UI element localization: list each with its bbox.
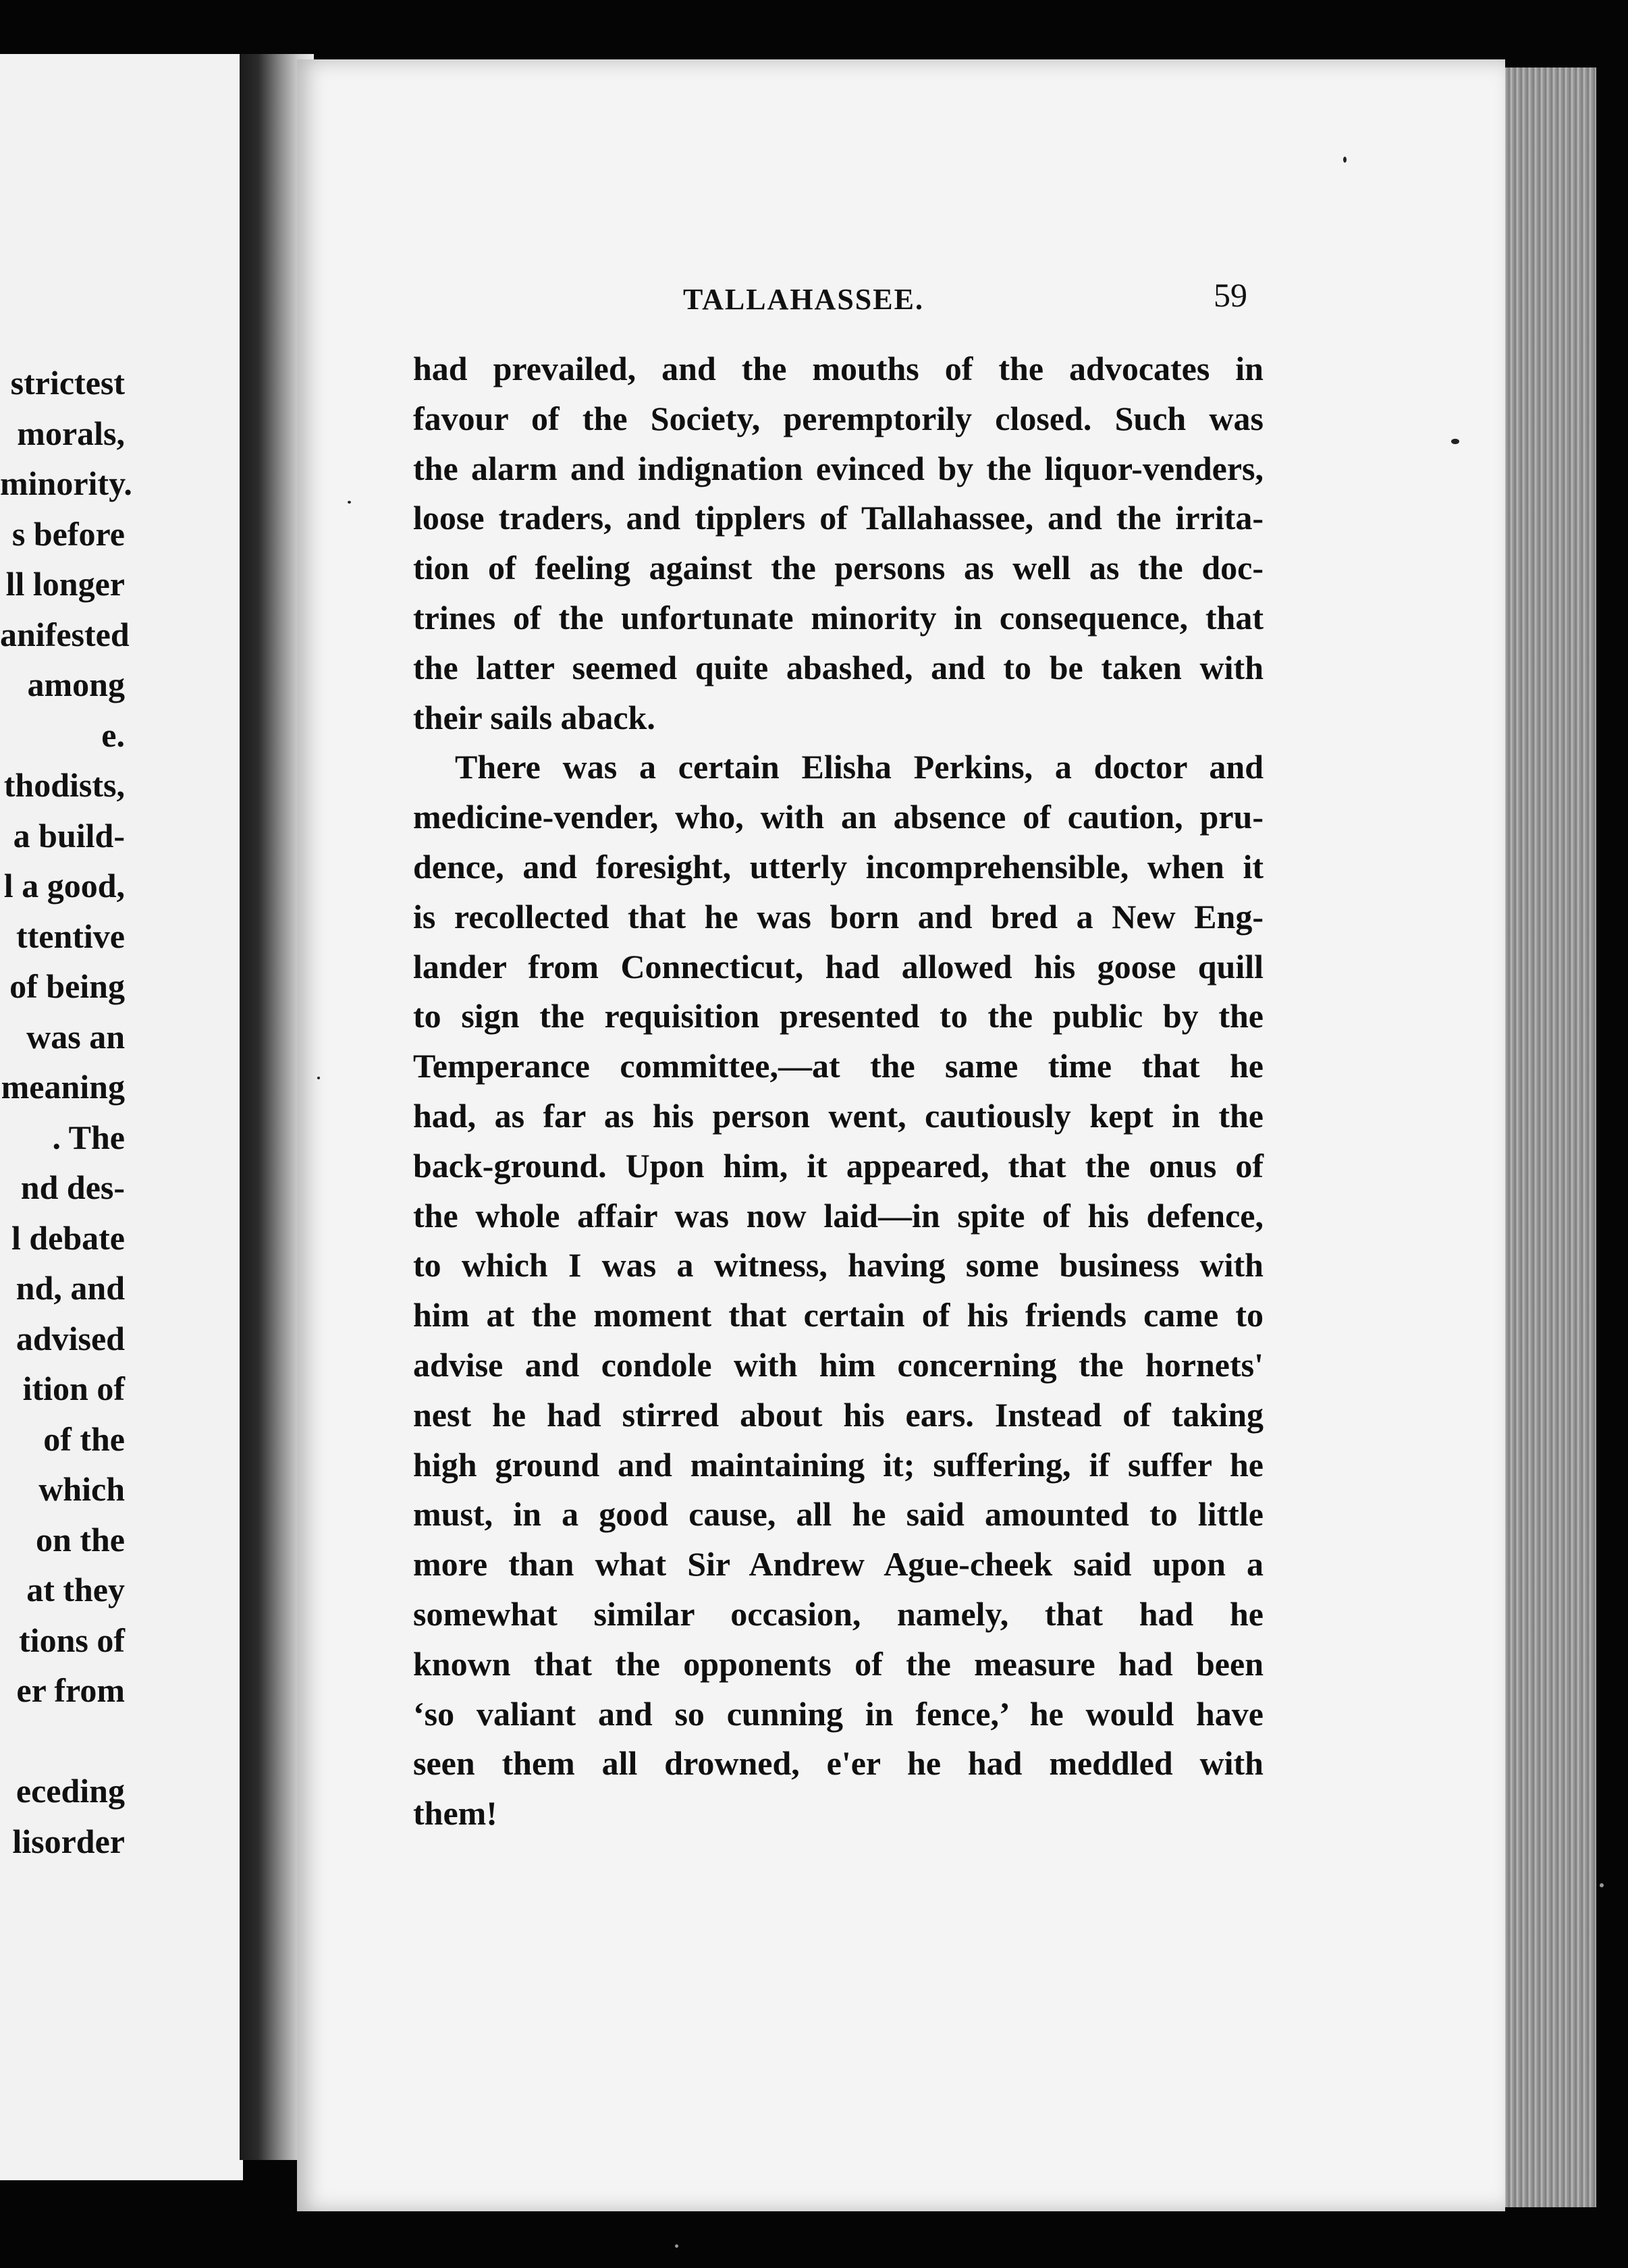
text-line: the whole affair was now laid—in spite of his defence, xyxy=(413,1196,1264,1235)
text-line: to which I was a witness, having some business with xyxy=(413,1246,1264,1285)
scan-speck xyxy=(1600,1883,1604,1887)
left-page-line: nd des- xyxy=(20,1168,125,1206)
text-line: Temperance committee,—at the same time that he xyxy=(413,1047,1264,1085)
text-line: the alarm and indignation evinced by the liquor-venders, xyxy=(413,449,1264,487)
left-page-line: e. xyxy=(101,716,125,754)
left-page-line: of being xyxy=(9,967,125,1005)
left-page-line: l a good, xyxy=(3,867,125,905)
left-page-line: ttentive xyxy=(16,917,125,955)
left-page-line: of the xyxy=(43,1420,125,1458)
left-page-line: tions of xyxy=(19,1621,125,1659)
left-page-line: thodists, xyxy=(3,766,125,804)
page-number: 59 xyxy=(1214,276,1247,314)
text-line: seen them all drowned, e'er he had meddled with xyxy=(413,1744,1264,1783)
left-page-line: was an xyxy=(26,1017,125,1056)
left-page-line: meaning xyxy=(1,1068,125,1106)
body-text xyxy=(413,344,1264,1839)
text-line: known that the opponents of the measure had been xyxy=(413,1644,1264,1683)
left-page-line: s before xyxy=(11,514,125,553)
text-line: their sails aback. xyxy=(413,698,655,736)
left-page-text xyxy=(0,358,243,1866)
text-line: medicine-vender, who, with an absence of caution, pru- xyxy=(413,798,1264,836)
page-edges xyxy=(1495,68,1596,2207)
scan-speck xyxy=(1451,439,1459,444)
left-page-line: on the xyxy=(36,1520,125,1559)
scan-speck xyxy=(675,2244,678,2248)
scan-speck xyxy=(1343,157,1347,163)
text-line: him at the moment that certain of his friends came to xyxy=(413,1296,1264,1334)
left-page-line: morals, xyxy=(17,414,125,452)
left-page-line: advised xyxy=(16,1319,125,1357)
text-line: advise and condole with him concerning the hornets' xyxy=(413,1345,1264,1384)
left-page-line: lisorder xyxy=(12,1822,125,1860)
left-page-line: eceding xyxy=(16,1772,125,1810)
text-line: had, as far as his person went, cautiously kept in the xyxy=(413,1096,1264,1135)
text-line: somewhat similar occasion, namely, that had he xyxy=(413,1594,1264,1633)
text-line: high ground and maintaining it; suffering, if suffer he xyxy=(413,1445,1264,1484)
left-page-line: ition of xyxy=(22,1370,125,1407)
text-line: ‘so valiant and so cunning in fence,’ he would have xyxy=(413,1694,1264,1733)
text-line: had prevailed, and the mouths of the advocates in xyxy=(413,350,1264,387)
left-page-line: l debate xyxy=(11,1218,125,1257)
left-page-line: er from xyxy=(16,1671,125,1709)
left-page xyxy=(0,54,243,2180)
left-page-line: strictest xyxy=(10,364,125,402)
left-page-line: . The xyxy=(52,1118,125,1156)
text-line: is recollected that he was born and bred a New Eng- xyxy=(413,897,1264,936)
left-page-line: anifested xyxy=(0,615,130,653)
text-line: dence, and foresight, utterly incomprehensible, when it xyxy=(413,847,1264,886)
text-line: back-ground. Upon him, it appeared, that the onus of xyxy=(413,1146,1264,1185)
text-line: to sign the requisition presented to the public by the xyxy=(413,997,1264,1035)
running-head: TALLAHASSEE. xyxy=(683,283,924,316)
scan-speck xyxy=(317,1077,320,1079)
text-line: loose traders, and tipplers of Tallahassee, and the irrita- xyxy=(413,499,1264,537)
text-line: favour of the Society, peremptorily closed. Such was xyxy=(413,399,1264,437)
left-page-line xyxy=(0,1716,125,1766)
text-line: more than what Sir Andrew Ague-cheek said upon a xyxy=(413,1545,1264,1584)
text-line: trines of the unfortunate minority in consequence, that xyxy=(413,598,1264,637)
text-line: tion of feeling against the persons as well as the doc- xyxy=(413,549,1264,587)
scan-speck xyxy=(348,501,351,504)
text-line: must, in a good cause, all he said amounted to little xyxy=(413,1495,1264,1534)
text-line: lander from Connecticut, had allowed his goose quill xyxy=(413,947,1264,986)
text-line: the latter seemed quite abashed, and to be taken with xyxy=(413,648,1264,686)
text-line: them! xyxy=(413,1794,497,1833)
text-line: There was a certain Elisha Perkins, a doctor and xyxy=(455,748,1264,786)
left-page-line: among xyxy=(27,666,125,703)
text-line: nest he had stirred about his ears. Instead of taking xyxy=(413,1395,1264,1434)
left-page-line: which xyxy=(38,1470,125,1508)
left-page-line: a build- xyxy=(13,816,125,855)
left-page-line: at they xyxy=(26,1571,125,1609)
left-page-line: minority. xyxy=(0,464,132,502)
left-page-line: ll longer xyxy=(5,565,125,603)
left-page-line: nd, and xyxy=(16,1269,125,1307)
